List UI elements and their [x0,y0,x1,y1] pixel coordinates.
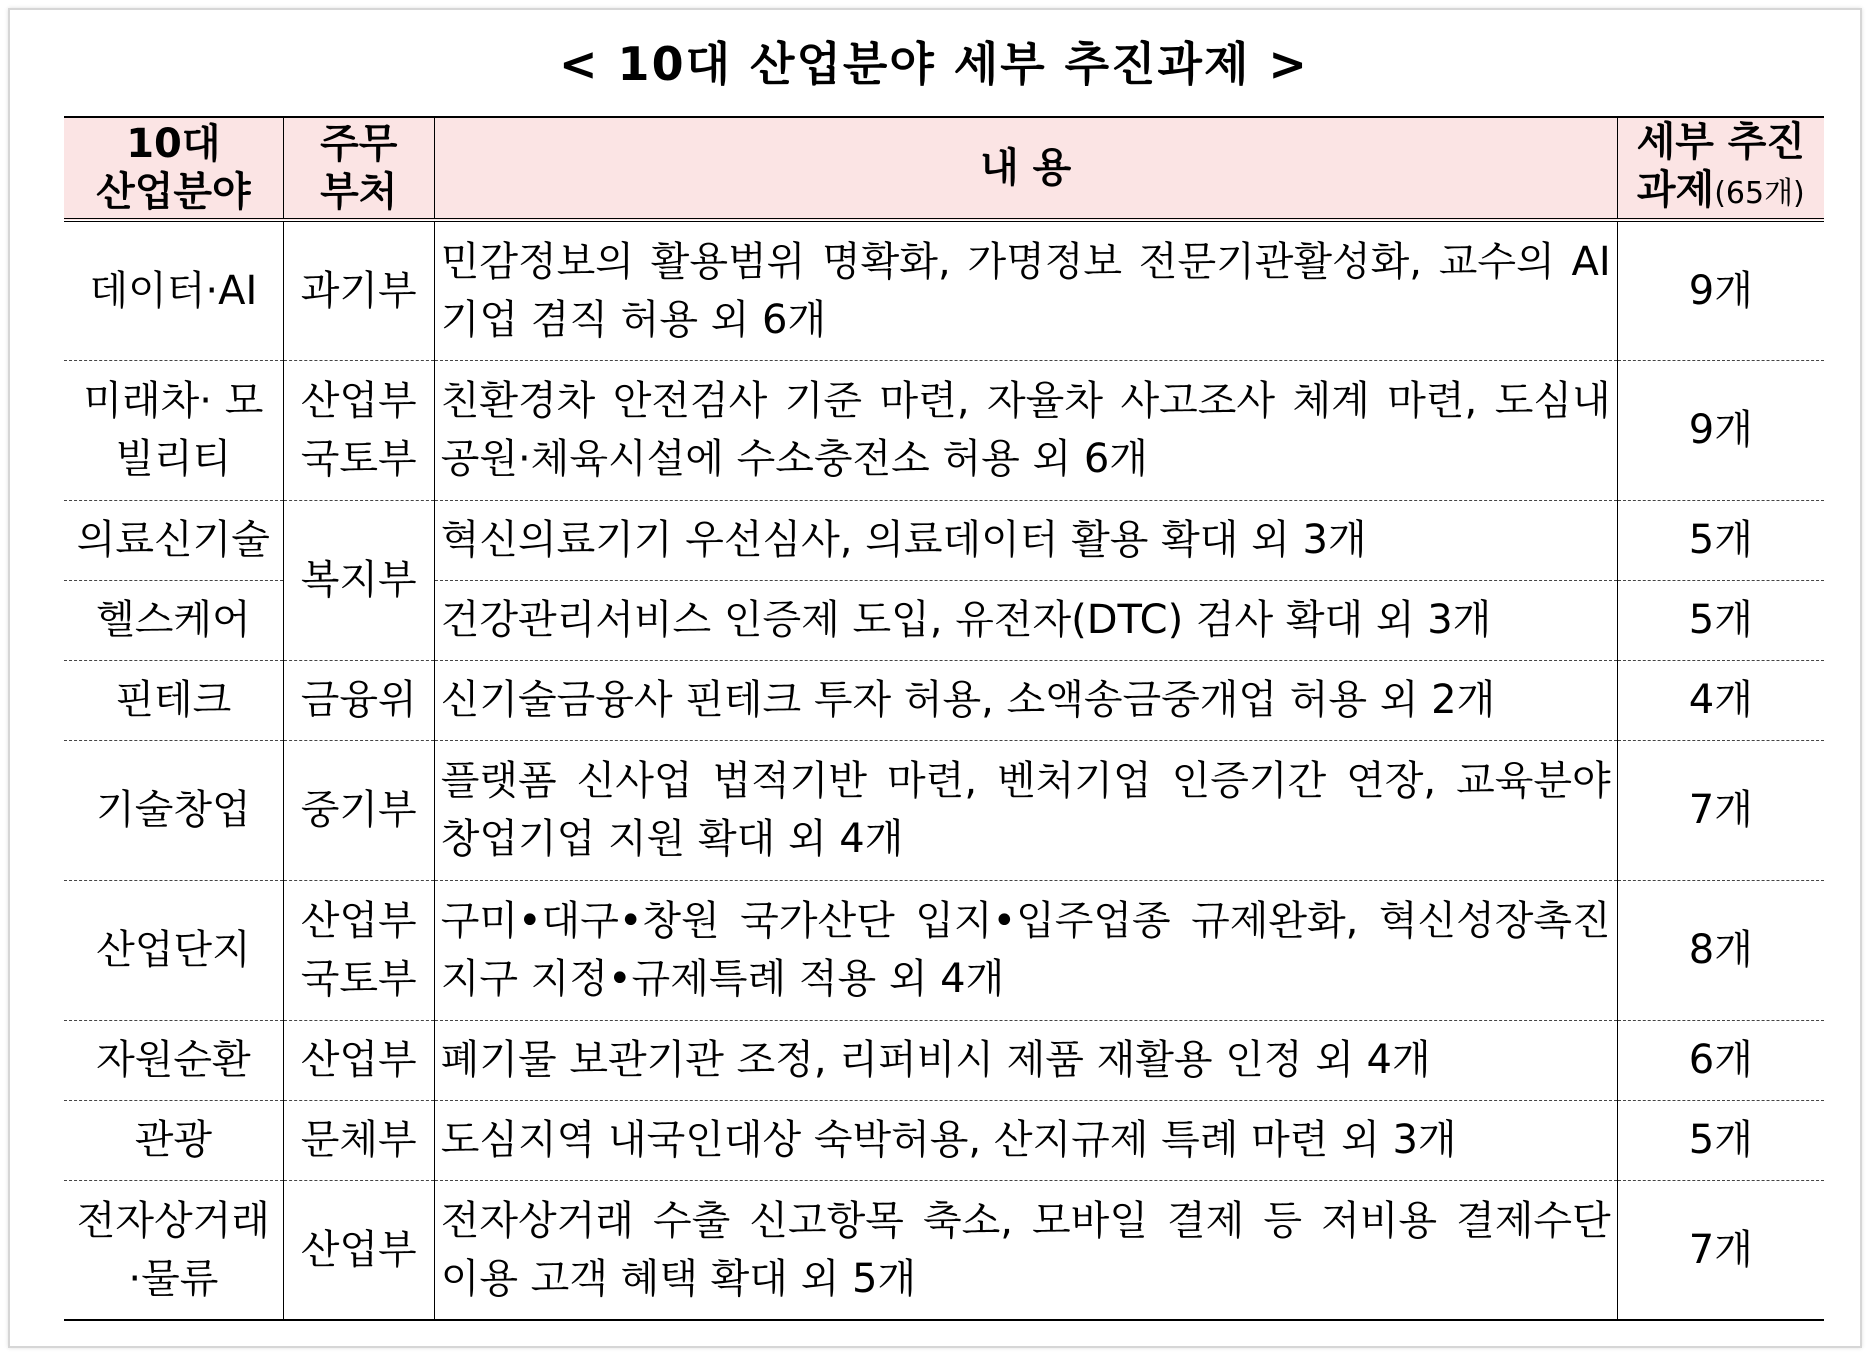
ministry-cell: 중기부 [283,740,434,880]
count-cell: 4개 [1617,660,1824,740]
sector-cell: 기술창업 [64,740,283,880]
content-cell: 전자상거래 수출 신고항목 축소, 모바일 결제 등 저비용 결제수단 이용 고객 혜택 확대 외 5개 [434,1180,1617,1320]
content-cell: 도심지역 내국인대상 숙박허용, 산지규제 특례 마련 외 3개 [434,1100,1617,1180]
header-ministry-line2: 부처 [320,169,398,215]
sector-cell: 전자상거래 ·물류 [64,1180,283,1320]
ministry-cell: 과기부 [283,220,434,360]
sector-cell: 관광 [64,1100,283,1180]
count-cell: 5개 [1617,1100,1824,1180]
ministry-cell: 금융위 [283,660,434,740]
ministry-cell: 산업부 국토부 [283,880,434,1020]
header-count-line1: 세부 추진 [1636,119,1806,165]
sector-cell: 의료신기술 [64,500,283,580]
content-cell: 플랫폼 신사업 법적기반 마련, 벤처기업 인증기간 연장, 교육분야 창업기업 지원 확대 외 4개 [434,740,1617,880]
header-row [64,117,1824,220]
content-cell: 신기술금융사 핀테크 투자 허용, 소액송금중개업 허용 외 2개 [434,660,1617,740]
count-cell: 9개 [1617,220,1824,360]
table-row [64,1020,1824,1100]
ministry-cell: 산업부 [283,1180,434,1320]
content-cell: 구미•대구•창원 국가산단 입지•입주업종 규제완화, 혁신성장촉진지구 지정•규제특례 적용 외 4개 [434,880,1617,1020]
table-row [64,1100,1824,1180]
sector-cell: 미래차· 모빌리티 [64,360,283,500]
count-cell: 6개 [1617,1020,1824,1100]
table-row [64,660,1824,740]
table-row [64,1180,1824,1320]
ministry-cell: 산업부 국토부 [283,360,434,500]
content-cell: 민감정보의 활용범위 명확화, 가명정보 전문기관활성화, 교수의 AI기업 겸직 허용 외 6개 [434,220,1617,360]
ministry-cell: 문체부 [283,1100,434,1180]
table-row [64,220,1824,360]
sector-cell: 데이터·AI [64,220,283,360]
header-content: 내 용 [434,117,1617,220]
count-cell: 5개 [1617,580,1824,660]
content-cell: 건강관리서비스 인증제 도입, 유전자(DTC) 검사 확대 외 3개 [434,580,1617,660]
header-ministry-line1: 주무 [320,121,398,167]
content-cell: 폐기물 보관기관 조정, 리퍼비시 제품 재활용 인정 외 4개 [434,1020,1617,1100]
header-ministry [283,117,434,220]
count-cell: 5개 [1617,500,1824,580]
sector-cell: 자원순환 [64,1020,283,1100]
sector-cell: 산업단지 [64,880,283,1020]
count-cell: 9개 [1617,360,1824,500]
header-sector-line1: 10대 [126,121,221,167]
page-title: < 10대 산업분야 세부 추진과제 > [559,37,1309,91]
table-row [64,500,1824,580]
count-cell: 7개 [1617,1180,1824,1320]
tasks-table [64,116,1824,1321]
sector-cell: 헬스케어 [64,580,283,660]
count-cell: 8개 [1617,880,1824,1020]
header-count [1617,117,1824,220]
content-cell: 친환경차 안전검사 기준 마련, 자율차 사고조사 체계 마련, 도심내 공원·체육시설에 수소충전소 허용 외 6개 [434,360,1617,500]
table-row [64,740,1824,880]
content-cell: 혁신의료기기 우선심사, 의료데이터 활용 확대 외 3개 [434,500,1617,580]
header-count-line2: 과제 [1636,167,1715,213]
table-row [64,880,1824,1020]
sector-cell: 핀테크 [64,660,283,740]
header-sector-line2: 산업분야 [96,169,251,215]
ministry-cell: 산업부 [283,1020,434,1100]
count-cell: 7개 [1617,740,1824,880]
ministry-cell: 복지부 [283,500,434,660]
table-row [64,360,1824,500]
header-sector [64,117,283,220]
header-count-total: (65개) [1714,176,1805,211]
